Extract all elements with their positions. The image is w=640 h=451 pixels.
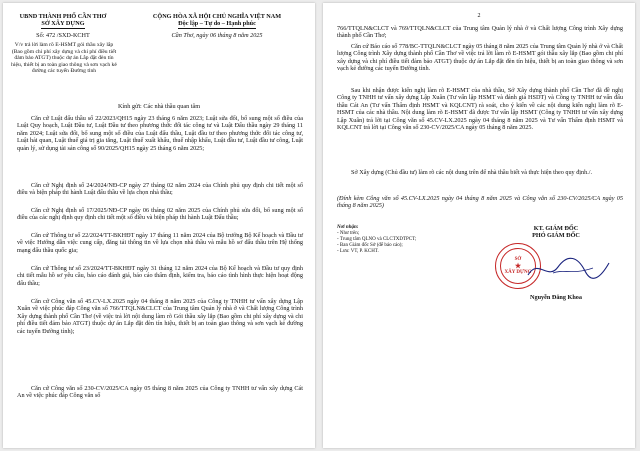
paragraph: Căn cứ Công văn số 45.CV-LX.2025 ngày 04 tháng 8 năm 2025 của Công ty TNHH tư vấn xây dựng Lập Xuân về việc phúc đáp Công văn số 766/TTQLN&CLCT của Trung tâm Quản lý nhà ở và Chất lượng Công trình Xây dựng thành phố Cần Thơ (về việc trả lời nội dung làm rõ Gói thầu xây lắp (Bao gồm chi phí xây dựng và chi phí điều tiết đảm bảo ATGT) thuộc dự án Lắp đặt đèn tín hiệu, thiết bị an toàn giao thông và sơn vạch kẻ đường các tuyến Đường tỉnh); (17, 298, 303, 335)
paragraph: Căn cứ Báo cáo số 778/BC-TTQLN&CLCT ngày 05 tháng 8 năm 2025 của Trung tâm Quản lý nhà ở và Chất lượng Công trình Xây dựng thành phố Cần Thơ về việc trả lời làm rõ E-HSMT gói thầu xây lắp (Bao gồm chi phí xây dựng và chi phí điều tiết đảm bảo ATGT) thuộc dự án Lắp đặt đèn tín hiệu, thiết bị an toàn giao thông và sơn vạch kẻ đường các tuyến Đường tỉnh. (337, 43, 623, 73)
page-number: 2 (477, 13, 481, 19)
recipient-item: - Ban Giám đốc Sở (để báo cáo); (337, 243, 403, 248)
seal-bottom-text: XÂY DỰNG (504, 269, 532, 275)
agency-header (7, 13, 119, 28)
recipients-block (337, 225, 457, 255)
document-page-1 (3, 3, 315, 448)
paragraph: Căn cứ Thông tư số 23/2024/TT-BKHĐT ngày 31 tháng 12 năm 2024 của Bộ Kế hoạch và Đầu tư quy định chi tiết mẫu hồ sơ yêu cầu, báo cáo đánh giá, báo cáo thẩm định, kiểm tra, báo cáo tình hình thực hiện hoạt động đấu thầu; (17, 265, 303, 287)
signer-title-1: KT. GIÁM ĐỐC (533, 225, 579, 232)
recipient-item: - Trung tâm QLNO và CLCTXDTPCT; (337, 237, 417, 242)
paragraph: Sau khi nhận được kiến nghị làm rõ E-HSMT của nhà thầu, Sở Xây dựng thành phố Cần Thơ đã đề nghị Công ty TNHH tư vấn xây dựng Lập Xuân (Tư vấn lập HSMT và đánh giá HSDT) và Công ty TNHH tư vấn đấu thầu Cát An (Tư vấn Thẩm định HSMT và KQLCNT) rà soát, cho ý kiến về các nội dung kiến nghị làm rõ E-HSMT của các nhà thầu. Nội dung làm rõ E-HSMT đã được Tư vấn lập HSMT (Công ty TNHH tư vấn xây dựng Lập Xuân) trả lời tại Công văn số 45.CV-LX.2025 ngày 04 tháng 8 năm 2025 và Tư vấn Thẩm định HSMT và KQLCNT trả lời tại Công văn số 230-CV/2025/CA ngày 05 tháng 8 năm 2025. (337, 87, 623, 132)
place-date: Cần Thơ, ngày 06 tháng 8 năm 2025 (171, 32, 263, 39)
paragraph: Căn cứ Nghị định số 17/2025/NĐ-CP ngày 06 tháng 02 năm 2025 của Chính phủ sửa đổi, bổ sung một số điều của các nghị định quy định chi tiết một số điều và biện pháp thi hành Luật Đấu thầu; (17, 207, 303, 222)
national-motto (121, 13, 313, 28)
recipient-item: - Như trên; (337, 231, 360, 236)
doc-subject: V/v trả lời làm rõ E-HSMT gói thầu xây lắp (Bao gồm chi phí xây dựng và chi phí điều tiết đảm bảo ATGT) thuộc dự án Lắp đặt đèn tín hiệu, thiết bị an toàn giao thông và sơn vạch kẻ đường các tuyến Đường tỉnh (11, 42, 117, 75)
document-page-2 (323, 3, 635, 448)
attachment-note: (Đính kèm Công văn số 45.CV-LX.2025 ngày 04 tháng 8 năm 2025 và Công văn số 230-CV/2025/CA ngày 05 tháng 8 năm 2025) (337, 195, 623, 210)
signer-title-2: PHÓ GIÁM ĐỐC (532, 232, 580, 240)
recipient-item: - Lưu: VT, P. KCHT. (337, 249, 379, 254)
paragraph: Sở Xây dựng (Chủ đầu tư) làm rõ các nội dung trên để nhà thầu biết và thực hiện theo quy định./. (351, 169, 593, 176)
nation-line-1: CỘNG HÒA XÃ HỘI CHỦ NGHĨA VIỆT NAM (152, 13, 282, 20)
signature-icon (523, 253, 613, 283)
paragraph: 766/TTQLN&CLCT và 769/TTQLN&CLCT của Trung tâm Quản lý nhà ở và Chất lượng Công trình Xây dựng thành phố Cần Thơ; (337, 25, 623, 40)
greeting: Kính gửi: Các nhà thầu quan tâm (117, 103, 201, 110)
signer-block (491, 225, 621, 240)
paragraph: Căn cứ Thông tư số 22/2024/TT-BKHĐT ngày 17 tháng 11 năm 2024 của Bộ trưởng Bộ Kế hoạch và Đầu tư về việc Hướng dẫn việc cung cấp, đăng tải thông tin về lựa chọn nhà thầu và mẫu hồ sơ đấu thầu trên Hệ thống mạng đấu thầu quốc gia; (17, 232, 303, 254)
paragraph: Căn cứ Luật đấu thầu số 22/2023/QH15 ngày 23 tháng 6 năm 2023; Luật sửa đổi, bổ sung một số điều của Luật Quy hoạch, Luật Đầu tư, Luật Đầu tư theo phương thức đối tác công tư và Luật Đấu thầu ngày 29 tháng 11 năm 2024; Luật sửa đổi, bổ sung một số điều của Luật đấu thầu, Luật đầu tư theo phương thức đối tác công tư, Luật hải quan, Luật thuế giá trị gia tăng, Luật thuế xuất khẩu, thuế nhập khẩu, Luật đầu tư, Luật đầu tư công, Luật quản lý, sử dụng tài sản công số 90/2025/QH15 ngày 25 tháng 6 năm 2025; (17, 115, 303, 152)
doc-number: Số: 472 /SXD-KCHT (36, 32, 90, 39)
nation-line-2: Độc lập – Tự do – Hạnh phúc (178, 20, 256, 28)
seal-top-text: SỞ (514, 256, 522, 262)
recipients-title: Nơi nhận: (337, 225, 359, 230)
star-icon: ★ (514, 261, 522, 270)
paragraph: Căn cứ Nghị định số 24/2024/NĐ-CP ngày 27 tháng 02 năm 2024 của Chính phủ quy định chi tiết một số điều và biện pháp thi hành Luật đấu thầu về lựa chọn nhà thầu; (17, 182, 303, 197)
paragraph: Căn cứ Công văn số 230-CV/2025/CA ngày 05 tháng 8 năm 2025 của Công ty TNHH tư vấn xây dựng Cát An về việc phúc đáp Công văn số (17, 385, 303, 400)
agency-line-1: UBND THÀNH PHỐ CẦN THƠ (19, 13, 107, 20)
signer-name: Nguyễn Đăng Khoa (530, 294, 582, 301)
agency-line-2: SỞ XÂY DỰNG (41, 20, 85, 28)
